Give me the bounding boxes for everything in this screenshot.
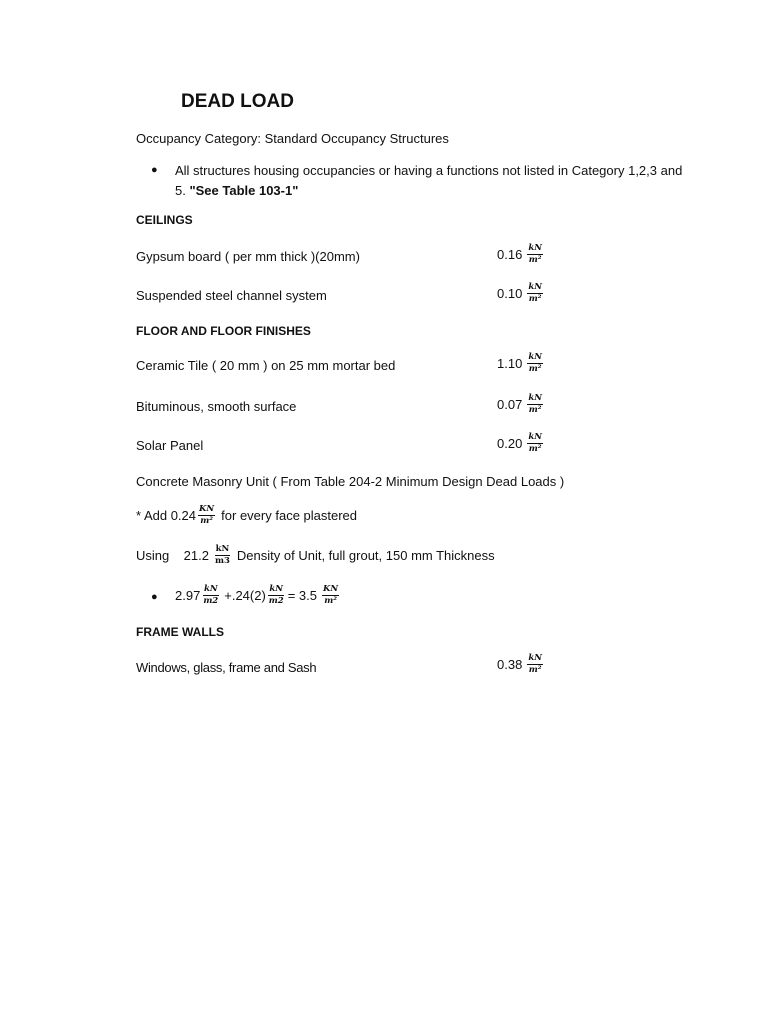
load-value: 0.07 [497,397,523,412]
unit-den: m² [528,444,542,454]
unit-num: KN [199,504,215,514]
unit-num: kN [528,653,542,663]
load-value: 0.10 [497,286,523,301]
load-value: 0.16 [497,247,523,262]
unit-den: m² [528,294,542,304]
unit-fraction [527,394,543,415]
using-line [136,545,495,566]
bullet-dot: ● [151,164,158,176]
unit-fraction [202,585,219,606]
cmu-line: Concrete Masonry Unit ( From Table 204-2 Minimum Design Dead Loads ) [136,474,565,489]
unit-num: kN [528,393,542,403]
ceilings-item-label-1: Suspended steel channel system [136,288,327,303]
unit-num: kN [528,352,542,362]
load-value: 0.20 [497,436,523,451]
unit-num: kN [203,584,218,594]
unit-den: m2 [203,596,219,606]
plaster-add-line [136,505,357,526]
floor-item-value-1 [497,394,543,415]
unit-fraction [527,654,543,675]
add-suffix: for every face plastered [221,508,358,523]
unit-num: kN [269,584,284,594]
unit-num: kN [215,544,230,554]
using-suffix: Density of Unit, full grout, 150 mm Thickness [236,548,495,563]
ceilings-item-value-1 [497,283,543,304]
calc-c: = 3.5 [287,588,317,603]
unit-num: kN [528,243,542,253]
unit-den: m² [324,596,337,606]
unit-fraction [268,585,285,606]
unit-den: m² [528,364,542,374]
unit-num: kN [528,282,542,292]
frame-item-label-0: Windows, glass, frame and Sash [136,660,317,675]
unit-num: KN [323,584,339,594]
floor-heading: FLOOR AND FLOOR FINISHES [136,324,311,338]
unit-den: m² [528,665,542,675]
load-value: 0.38 [497,657,523,672]
page-title: DEAD LOAD [181,91,294,112]
unit-fraction [527,283,543,304]
frame-item-value-0 [497,654,543,675]
ceilings-item-label-0: Gypsum board ( per mm thick )(20mm) [136,249,360,264]
using-prefix: Using 21.2 [136,548,209,563]
unit-num: kN [528,432,542,442]
unit-fraction [214,545,231,566]
frame-heading: FRAME WALLS [136,625,224,639]
unit-fraction [527,353,543,374]
floor-item-label-1: Bituminous, smooth surface [136,399,297,414]
occupancy-category: Occupancy Category: Standard Occupancy Structures [136,131,449,146]
floor-item-label-2: Solar Panel [136,438,204,453]
unit-den: m2 [268,596,284,606]
ceilings-heading: CEILINGS [136,213,193,227]
bullet-text-line2 [175,183,298,198]
ceilings-item-value-0 [497,244,543,265]
calc-line [175,585,339,606]
bullet-text-line1: All structures housing occupancies or having a functions not listed in Category 1,2,3 and [175,163,683,178]
calc-b: +.24(2) [224,588,266,603]
unit-den: m² [528,405,542,415]
unit-fraction [322,585,339,606]
unit-fraction [527,433,543,454]
bullet-text-plain: 5. [175,183,190,198]
unit-den: m² [528,255,542,265]
floor-item-value-2 [497,433,543,454]
unit-fraction [198,505,215,526]
add-prefix: * Add 0.24 [136,508,196,523]
bullet-dot: ● [151,591,158,603]
floor-item-label-0: Ceramic Tile ( 20 mm ) on 25 mm mortar bed [136,358,396,373]
unit-den: m² [200,516,213,526]
see-table-ref: "See Table 103-1" [189,183,299,198]
floor-item-value-0 [497,353,543,374]
unit-fraction [527,244,543,265]
load-value: 1.10 [497,356,523,371]
calc-a: 2.97 [175,588,201,603]
unit-den: m3 [215,556,230,566]
